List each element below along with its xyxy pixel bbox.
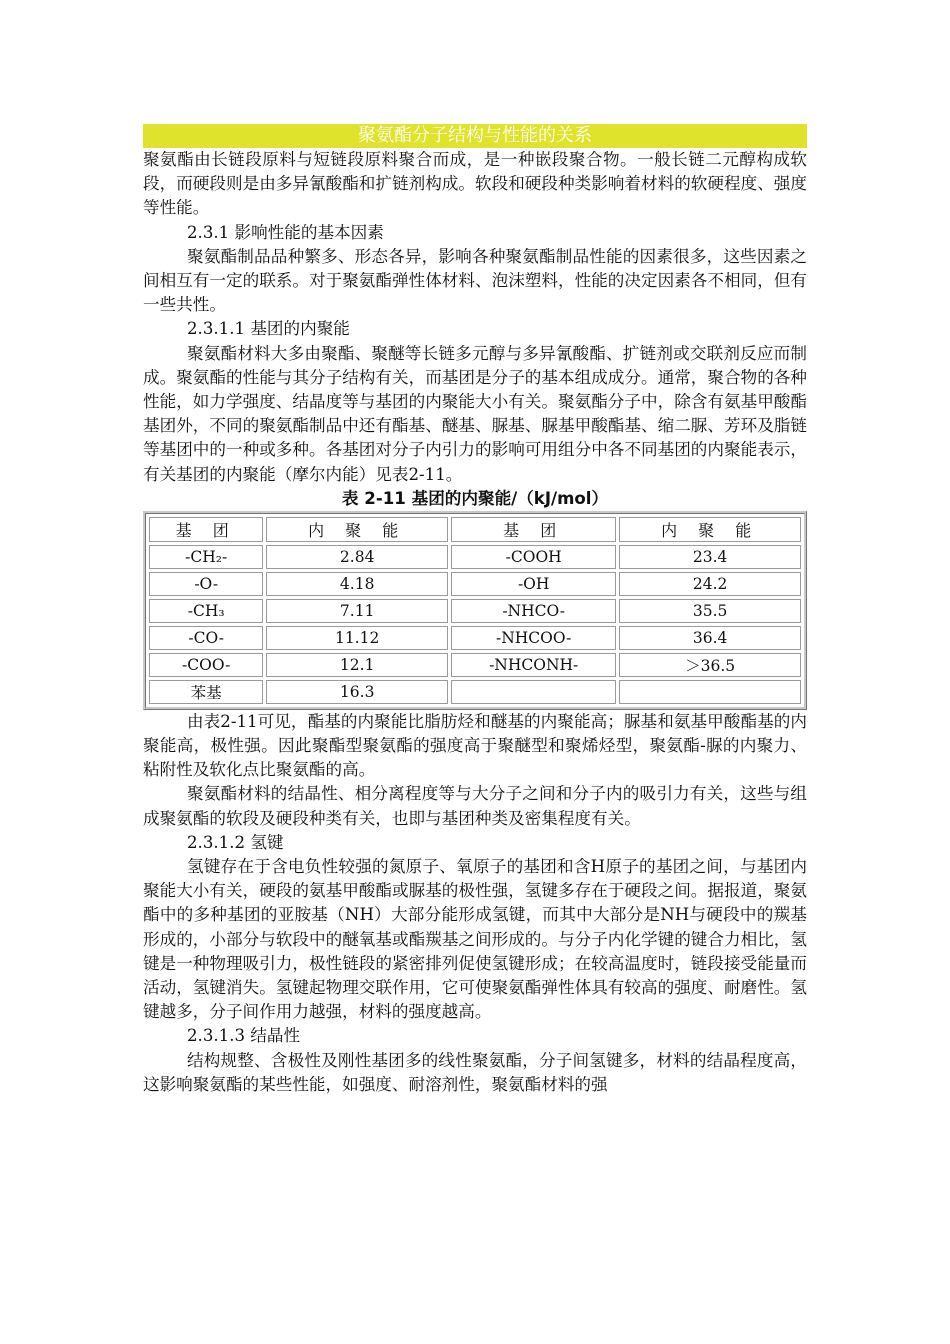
table-cell: 2.84: [266, 545, 448, 569]
paragraph-2-3-1-2: 氢键存在于含电负性较强的氮原子、氧原子的基团和含H原子的基团之间，与基团内聚能大小有关，硬段的氨基甲酸酯或脲基的极性强，氢键多存在于硬段之间。据报道，聚氨酯中的多种基团的亚胺基（NH）大部分能形成氢键，而其中大部分是NH与硬段中的羰基形成的，小部分与软段中的醚氧基或酯羰基之间形成的。与分子内化学键的键合力相比，氢键是一种物理吸引力，极性链段的紧密排列促使氢键形成；在较高温度时，链段接受能量而活动，氢键消失。氢键起物理交联作用，它可使聚氨酯弹性体具有较高的强度、耐磨性。氢键越多，分子间作用力越强，材料的强度越高。: [143, 857, 807, 1022]
table-row: [149, 680, 801, 704]
table-cell: 24.2: [619, 572, 801, 596]
table-cell: -COO-: [149, 653, 263, 677]
table-row: [149, 599, 801, 623]
table-cell: 36.4: [619, 626, 801, 650]
table-cell: -CO-: [149, 626, 263, 650]
table-header-cell: 内 聚 能: [266, 517, 448, 542]
table-cell: 11.12: [266, 626, 448, 650]
paragraph-2-3-1: 聚氨酯制品品种繁多、形态各异，影响各种聚氨酯制品性能的因素很多，这些因素之间相互有一定的联系。对于聚氨酯弹性体材料、泡沫塑料，性能的决定因素各不相同，但有一些共性。: [143, 246, 807, 315]
table-cell: 35.5: [619, 599, 801, 623]
intro-paragraph: 聚氨酯由长链段原料与短链段原料聚合而成，是一种嵌段聚合物。一般长链二元醇构成软段，而硬段则是由多异氰酸酯和扩链剂构成。软段和硬段种类影响着材料的软硬程度、强度等性能。: [143, 150, 807, 218]
table-row: [149, 626, 801, 650]
table-cell: 12.1: [266, 653, 448, 677]
table-row: [149, 572, 801, 596]
table-caption: 表 2-11 基团的内聚能/（kJ/mol）: [341, 488, 609, 508]
table-cell: -NHCONH-: [451, 653, 616, 677]
table-header-cell: 基 团: [149, 517, 263, 542]
cohesive-energy-table: [143, 511, 807, 710]
table-header-row: [149, 517, 801, 542]
paragraph-after-table-1: 由表2-11可见，酯基的内聚能比脂肪烃和醚基的内聚能高；脲基和氨基甲酸酯基的内聚能高，极性强。因此聚酯型聚氨酯的强度高于聚醚型和聚烯烃型，聚氨酯-脲的内聚力、粘附性及软化点比聚氨酯的高。: [143, 711, 807, 780]
section-heading-2-3-1-3: 2.3.1.3 结晶性: [187, 1026, 301, 1046]
table-cell: 16.3: [266, 680, 448, 704]
table-row: [149, 545, 801, 569]
table-header-cell: 内 聚 能: [619, 517, 801, 542]
table-cell: 7.11: [266, 599, 448, 623]
table-cell: 苯基: [149, 680, 263, 704]
table-cell: 4.18: [266, 572, 448, 596]
section-heading-2-3-1: 2.3.1 影响性能的基本因素: [187, 222, 384, 242]
table-row: [149, 653, 801, 677]
document-page: [143, 124, 807, 1097]
table-cell: -OH: [451, 572, 616, 596]
table-cell: -CH₃: [149, 599, 263, 623]
table-cell: [619, 680, 801, 704]
table-cell: -COOH: [451, 545, 616, 569]
table-cell: -NHCOO-: [451, 626, 616, 650]
table-cell: ＞36.5: [619, 653, 801, 677]
paragraph-2-3-1-3: 结构规整、含极性及刚性基团多的线性聚氨酯，分子间氢键多，材料的结晶程度高，这影响聚氨酯的某些性能，如强度、耐溶剂性，聚氨酯材料的强: [143, 1050, 807, 1094]
section-heading-2-3-1-2: 2.3.1.2 氢键: [187, 832, 284, 852]
table-cell: [451, 680, 616, 704]
table-cell: -CH₂-: [149, 545, 263, 569]
paragraph-after-table-2: 聚氨酯材料的结晶性、相分离程度等与大分子之间和分子内的吸引力有关，这些与组成聚氨酯的软段及硬段种类有关，也即与基团种类及密集程度有关。: [143, 784, 807, 828]
table-cell: -NHCO-: [451, 599, 616, 623]
table-cell: -O-: [149, 572, 263, 596]
table-cell: 23.4: [619, 545, 801, 569]
section-heading-2-3-1-1: 2.3.1.1 基团的内聚能: [187, 319, 350, 339]
table-header-cell: 基 团: [451, 517, 616, 542]
paragraph-2-3-1-1: 聚氨酯材料大多由聚酯、聚醚等长链多元醇与多异氰酸酯、扩链剂或交联剂反应而制成。聚氨酯的性能与其分子结构有关，而基团是分子的基本组成成分。通常，聚合物的各种性能，如力学强度、结晶度等与基团的内聚能大小有关。聚氨酯分子中，除含有氨基甲酸酯基团外，不同的聚氨酯制品中还有酯基、醚基、脲基、脲基甲酸酯基、缩二脲、芳环及脂链等基团中的一种或多种。各基团对分子内引力的影响可用组分中各不同基团的内聚能表示，有关基团的内聚能（摩尔内能）见表2-11。: [143, 343, 807, 484]
document-title: 聚氨酯分子结构与性能的关系: [143, 124, 807, 148]
